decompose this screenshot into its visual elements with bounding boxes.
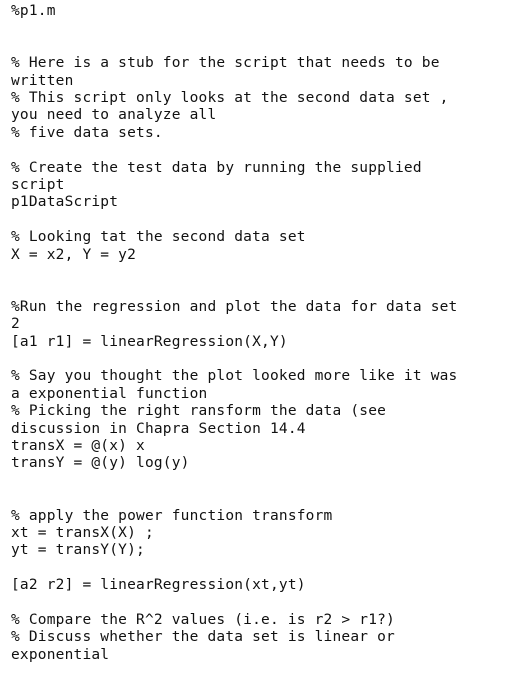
code-line: [a2 r2] = linearRegression(xt,yt) xyxy=(11,577,306,594)
code-line: a exponential function xyxy=(11,385,208,402)
code-line: transX = @(x) x xyxy=(11,438,145,455)
code-line xyxy=(11,264,506,281)
code-line: % Discuss whether the data set is linear or xyxy=(11,629,395,646)
code-line: you need to analyze all xyxy=(11,107,217,124)
code-line xyxy=(11,142,506,159)
code-line: written xyxy=(11,72,74,89)
code-line: % five data sets. xyxy=(11,124,163,141)
code-line: yt = transY(Y); xyxy=(11,542,145,559)
code-line: script xyxy=(11,177,65,194)
code-line: % Say you thought the plot looked more like it was xyxy=(11,368,458,385)
code-line xyxy=(11,351,506,368)
code-line xyxy=(11,281,506,298)
code-line: 2 xyxy=(11,316,20,333)
code-line: X = x2, Y = y2 xyxy=(11,246,137,263)
code-line: transY = @(y) log(y) xyxy=(11,455,190,472)
code-line xyxy=(11,490,506,507)
code-line xyxy=(11,560,506,577)
code-line: %Run the regression and plot the data for data set xyxy=(11,298,458,315)
code-line: % Compare the R^2 values (i.e. is r2 > r1?) xyxy=(11,612,395,629)
code-line: %p1.m xyxy=(11,3,56,19)
code-line xyxy=(11,20,506,37)
code-line: p1DataScript xyxy=(11,194,119,211)
code-line: % Picking the right ransform the data (see xyxy=(11,403,387,420)
code-line: xt = transX(X) ; xyxy=(11,525,154,542)
code-line: % Looking tat the second data set xyxy=(11,229,306,246)
code-line: exponential xyxy=(11,646,110,663)
code-line: [a1 r1] = linearRegression(X,Y) xyxy=(11,333,288,350)
code-line: % Create the test data by running the supplied xyxy=(11,159,422,176)
code-line xyxy=(11,38,506,55)
code-line xyxy=(11,212,506,229)
code-view xyxy=(11,3,506,664)
code-line: % apply the power function transform xyxy=(11,507,333,524)
code-line: % Here is a stub for the script that needs to be xyxy=(11,55,440,72)
code-line: % This script only looks at the second data set , xyxy=(11,90,449,106)
code-line xyxy=(11,595,506,612)
code-line: discussion in Chapra Section 14.4 xyxy=(11,420,306,437)
code-line xyxy=(11,473,506,490)
